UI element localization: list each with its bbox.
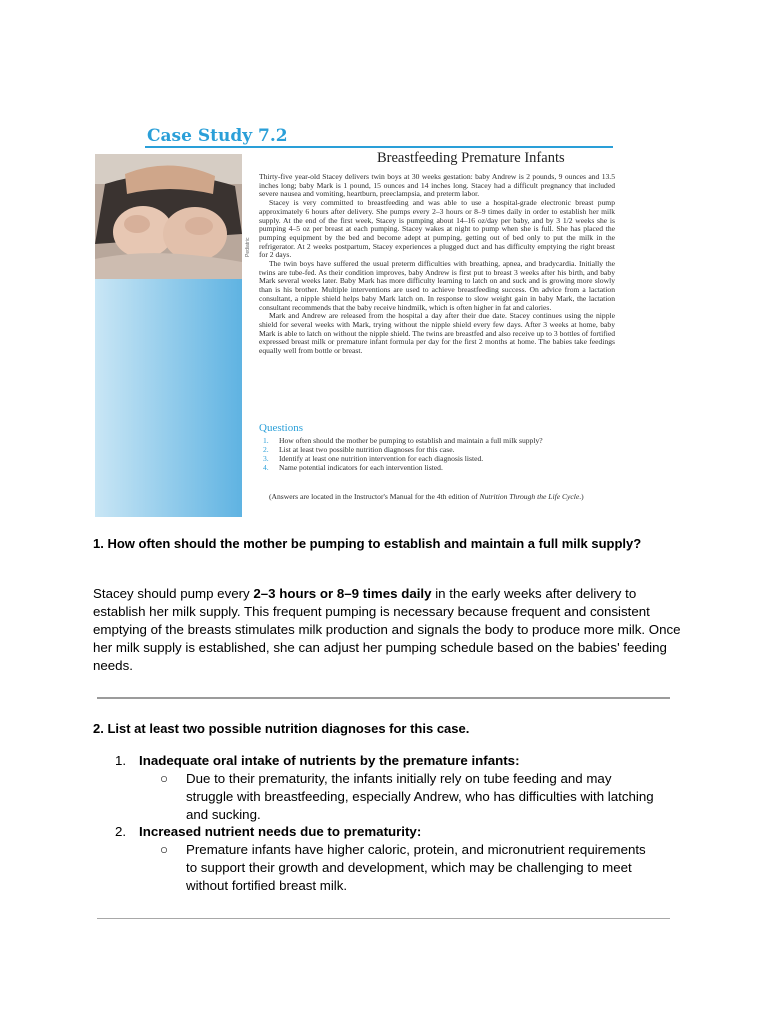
- case-study-heading: Breastfeeding Premature Infants: [377, 150, 565, 166]
- case-study-paragraph: The twin boys have suffered the usual preterm difficulties with breathing, apnea, and bradycardia. Initially the twins are tube-fed. As their condition improves, baby Andrew is first put to breast 3 weeks after his birth, and baby Mark several weeks later. Baby Mark has more difficulty learning to latch on and suck and is growing more slowly than is his brother. Multiple interventions are used to achieve breastfeeding success. On advice from a lactation consultant, a nipple shield helps baby Mark latch on. In response to slow weight gain in baby Mark, the lactation consultant recommends that the baby receive hindmilk, which is often higher in fat and calories.: [259, 259, 615, 312]
- question-text: How often should the mother be pumping to establish and maintain a full milk supply?: [279, 436, 543, 445]
- photo-credit: Pediatric: [245, 237, 251, 257]
- answer-text: in the early weeks after delivery to establish her milk supply. This frequent pumping is necessary because frequent and consistent emptying of the breasts stimulates milk production and signals the body to produce more milk. Once her milk supply is established, she can adjust her pumping schedule based on the babies' feeding needs.: [93, 586, 681, 673]
- mother-with-twins-photo: [95, 154, 242, 279]
- question-number: 3.: [263, 453, 269, 463]
- diagnosis-number: 2.: [115, 824, 127, 839]
- mother-with-twins-illustration: [95, 154, 242, 279]
- question-number: 1.: [263, 436, 269, 445]
- case-study-paragraph: Thirty-five year-old Stacey delivers twin boys at 30 weeks gestation: baby Andrew is 2 pounds, 9 ounces and 13.5 inches long; baby Mark is 1 pound, 15 ounces and 14 inches long. Stacey had a difficult pregnancy that included severe nausea and vomiting, heartburn, preeclampsia, and preterm labor.: [259, 172, 615, 199]
- answer-text: Stacey should pump every: [93, 586, 254, 601]
- diagnosis-detail-text: Due to their prematurity, the infants initially rely on tube feeding and may struggle with breastfeeding, especially Andrew, who has difficulties with latching and sucking.: [186, 771, 654, 822]
- section-divider: [97, 918, 670, 919]
- case-study-title: Case Study 7.2: [147, 126, 288, 146]
- question-2-heading: 2. List at least two possible nutrition diagnoses for this case.: [93, 721, 470, 736]
- circle-bullet-icon: ○: [160, 771, 169, 786]
- question-item: [263, 464, 613, 473]
- diagnosis-detail: [160, 841, 660, 895]
- questions-list: [263, 437, 613, 473]
- question-text: List at least two possible nutrition diagnoses for this case.: [279, 444, 455, 454]
- diagnosis-detail: [160, 770, 660, 824]
- case-study-figure: [95, 122, 615, 517]
- answers-note-prefix: (Answers are located in the Instructor's Manual for the 4th edition of: [269, 492, 480, 501]
- question-text: Name potential indicators for each intervention listed.: [279, 462, 443, 472]
- diagnosis-number: 1.: [115, 753, 127, 768]
- answers-note-suffix: .): [579, 492, 584, 501]
- question-number: 2.: [263, 444, 269, 454]
- section-divider: [97, 697, 670, 699]
- diagnosis-detail-text: Premature infants have higher caloric, protein, and micronutrient requirements to support their growth and development, which may be challenging to meet without fortified breast milk.: [186, 842, 646, 893]
- diagnosis-label: Inadequate oral intake of nutrients by the premature infants:: [139, 753, 520, 768]
- question-number: 4.: [263, 462, 269, 472]
- question-text: Identify at least one nutrition intervention for each diagnosis listed.: [279, 453, 484, 463]
- question-1-heading: 1. How often should the mother be pumping to establish and maintain a full milk supply?: [93, 536, 642, 551]
- answers-note: [259, 492, 615, 501]
- circle-bullet-icon: ○: [160, 842, 169, 857]
- question-1-answer: [93, 585, 683, 675]
- book-title: Nutrition Through the Life Cycle: [479, 492, 580, 501]
- diagnosis-label: Increased nutrient needs due to prematurity:: [139, 824, 422, 839]
- case-study-title-rule: [145, 146, 613, 148]
- questions-title: Questions: [259, 422, 303, 434]
- answer-emphasis: 2–3 hours or 8–9 times daily: [253, 586, 432, 601]
- case-study-paragraph: Mark and Andrew are released from the hospital a day after their due date. Stacey continues using the nipple shield for several weeks with Mark, trying without the nipple shield every few days. After 3 weeks at home, baby Mark is able to latch on without the nipple shield. The twins are breastfed and also receive up to 3 bottles of fortified expressed breast milk or premature infant formula per day for the first 2 months at home. The babies take feedings equally well from bottle or breast.: [259, 311, 615, 356]
- blue-sidebar: [95, 279, 242, 517]
- case-study-paragraph: Stacey is very committed to breastfeeding and was able to use a hospital-grade electronic breast pump approximately 6 hours after delivery. She pumps every 2–3 hours or 8–9 times daily in order to establish her milk supply. At the end of the first week, Stacey is pumping about 14–16 oz/day per baby, and by 3 1/2 weeks she is pumping 4–5 oz per breast at each pumping. Stacey wakes at night to pump when she is full. She has placed the pumping equipment by the bed and become adept at pumping, getting out of bed only to put the milk in the refrigerator. At 2 weeks postpartum, Stacey experiences a plugged duct and has difficulty emptying the right breast for 2 days.: [259, 198, 615, 260]
- case-study-body: [259, 173, 615, 356]
